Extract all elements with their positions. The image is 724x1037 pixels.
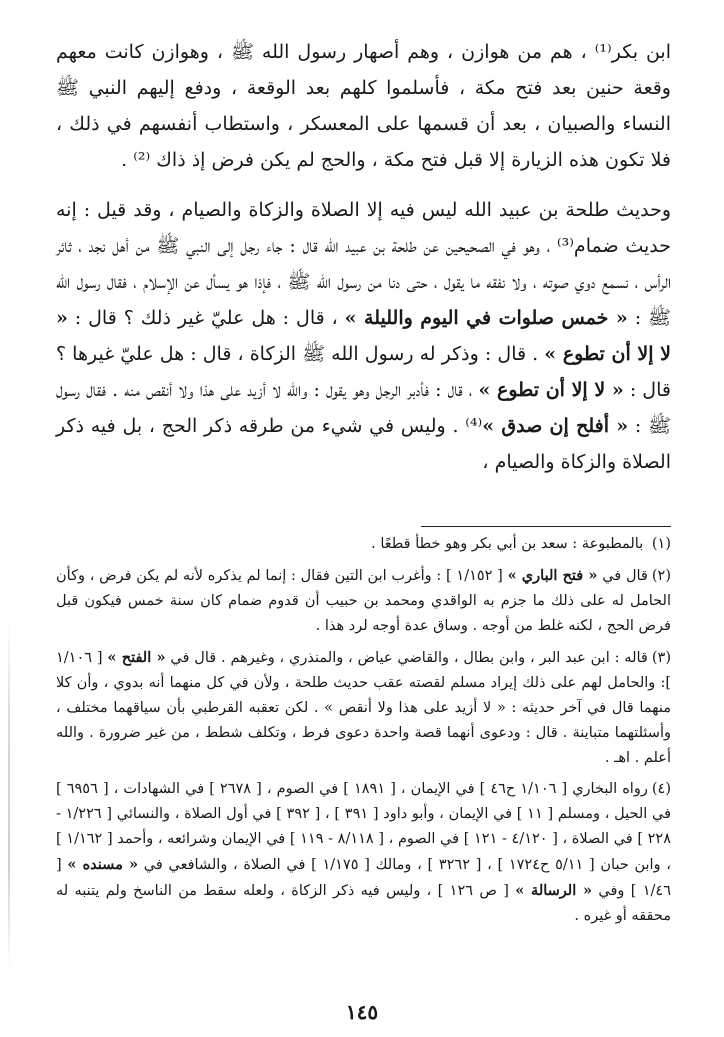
footnote-text: [ ١/١٠٦ ]: والحامل لهم على ذلك إيراد مسلم لقصته عقب حديث طلحة ، ولأن في كل منهما أنه بدوي ، وأن كلا منهما قال في آخر حديثه : « لا أزيد على هذا ولا أنقص » . لكن تعقبه القرطبي بأن سياقهما مختلف ، وأسئلتهما متباينة . قال : ودعوى أنهما قصة واحدة دعوى فرط ، وتكلف شطط ، من غير ضرورة . والله أعلم . اهـ .	[56, 650, 671, 766]
footnote-number: (٤)	[651, 781, 671, 797]
paragraph-2-text-c: ، قال : هل عليّ غير ذلك ؟ قال :	[67, 307, 345, 329]
paragraph-1: ابن بكر⁽¹⁾ ، هم من هوازن ، وهم أصهار رسول الله ﷺ ، وهوازن كانت معهم وقعة حنين بعد فتح مكة ، فأسلموا كلهم بعد الوقعة ، ودفع إليهم النبي ﷺ النساء والصبيان ، بعد أن قسمها على المعسكر ، واستطاب أنفسهم في ذلك ، فلا تكون هذه الزيارة إلا قبل فتح مكة ، والحج لم يكن فرض إذ ذاك ⁽²⁾ .	[56, 41, 671, 171]
footnote-1	[56, 532, 671, 557]
footnote-4	[56, 777, 671, 929]
paragraph-2-text-d: . قال : وذكر له رسول الله ﷺ الزكاة ، قال : هل عليّ غيرها ؟ قال :	[56, 343, 671, 401]
scan-edge-shadow	[8, 620, 10, 970]
hadith-quote-voluntary-2: « لا إلا أن تطوع »	[478, 379, 624, 401]
book-title: « فتح الباري »	[507, 567, 598, 584]
footnotes	[56, 532, 671, 935]
footnote-text: [ ١/١٥٢ ] : وأغرب ابن التين فقال : إنما لم يذكره لأنه لم يكن فرض ، وكأن الحامل له على ذلك ما جزم به الواقدي ومحمد بن حبيب أن قدوم ضمام كان سنة خمس فيكون قبل فرض الحج ، لكنه غلط من أوجه . وساق عدة أوجه لرد هذا .	[56, 568, 671, 634]
footnote-text: بالمطبوعة : سعد بن أبي بكر وهو خطأ قطعًا .	[371, 536, 644, 552]
paragraph-2-text-f: ⁽⁴⁾ . وليس في شيء من طرقه ذكر الحج ، بل فيه ذكر الصلاة والزكاة والصيام ،	[56, 415, 671, 473]
footnote-number: (١)	[651, 536, 671, 552]
page-number: ١٤٥	[345, 1000, 379, 1024]
footnote-number: (٢)	[651, 568, 671, 584]
footnote-number: (٣)	[651, 650, 671, 666]
footnote-text: [ ١/٤٦ ] وفي	[56, 857, 671, 899]
paragraph-2-text-e: ، قال : فأدبر الرجل وهو يقول : والله لا أزيد على هذا ولا أنقص منه . فقال رسول ﷺ :	[56, 379, 671, 437]
footnote-text: قال في	[597, 568, 648, 584]
paragraph-2-text-a: وحديث طلحة بن عبيد الله ليس فيه إلا الصلاة والزكاة والصيام ، وقد قيل : إنه حديث ضمام⁽³⁾ ، وهو في الصحيحين عن طلحة بن عبيد الله قال : جاء رجل إلى النبي ﷺ من أهل نجد ، ثائر الرأس ، نسمع دوي صوته ، ولا نفقه ما يقول ، حتى دنا من رسول الله ﷺ ، فإذا هو يسأل عن الإسلام ، فقال رسول الله ﷺ :	[56, 199, 671, 329]
book-title: « الرسالة »	[515, 882, 593, 899]
footnote-separator	[421, 526, 671, 527]
hadith-quote-five-prayers: « خمس صلوات في اليوم والليلة »	[344, 307, 628, 329]
book-title: « مسنده »	[67, 856, 139, 873]
footnote-text: قاله : ابن عبد البر ، وابن بطال ، والقاضي عياض ، والمنذري ، وغيرهم . قال في	[165, 650, 648, 666]
main-text	[56, 34, 671, 492]
footnote-text: [ ص ١٢٦ ] ، وليس فيه ذكر الزكاة ، ولعله سقط من الناسخ ولم يتنبه له محققه أو غيره .	[56, 883, 671, 924]
hadith-quote-voluntary-1: « لا إلا أن تطوع »	[56, 307, 671, 365]
footnote-2	[56, 563, 671, 639]
hadith-quote-success: « أفلح إن صدق »	[482, 415, 629, 437]
paragraph-2	[56, 192, 671, 480]
footnote-text: رواه البخاري [ ١/١٠٦ ح٤٦ ] في الإيمان ، [ ١٨٩١ ] في الصوم ، [ ٢٦٧٨ ] في الشهادات ، [ ٦٩٥٦ ] في الحيل ، ومسلم [ ١١ ] في الإيمان ، وأبو داود [ ٣٩١ ] ، [ ٣٩٢ ] في أول الصلاة ، والنسائي [ ١/٢٢٦ - ٢٢٨ ] في الصلاة ، [ ٤/١٢٠ - ١٢١ ] في الصوم ، [ ٨/١١٨ - ١١٩ ] في الإيمان وشرائعه ، وأحمد [ ١/١٦٢ ] ، وابن حبان [ ٥/١١ ح١٧٢٤ ] ، [ ٣٢٦٢ ] ، ومالك [ ١/١٧٥ ] في الصلاة ، والشافعي في	[56, 781, 672, 873]
book-title: « الفتح »	[107, 649, 166, 666]
footnote-3	[56, 645, 671, 771]
